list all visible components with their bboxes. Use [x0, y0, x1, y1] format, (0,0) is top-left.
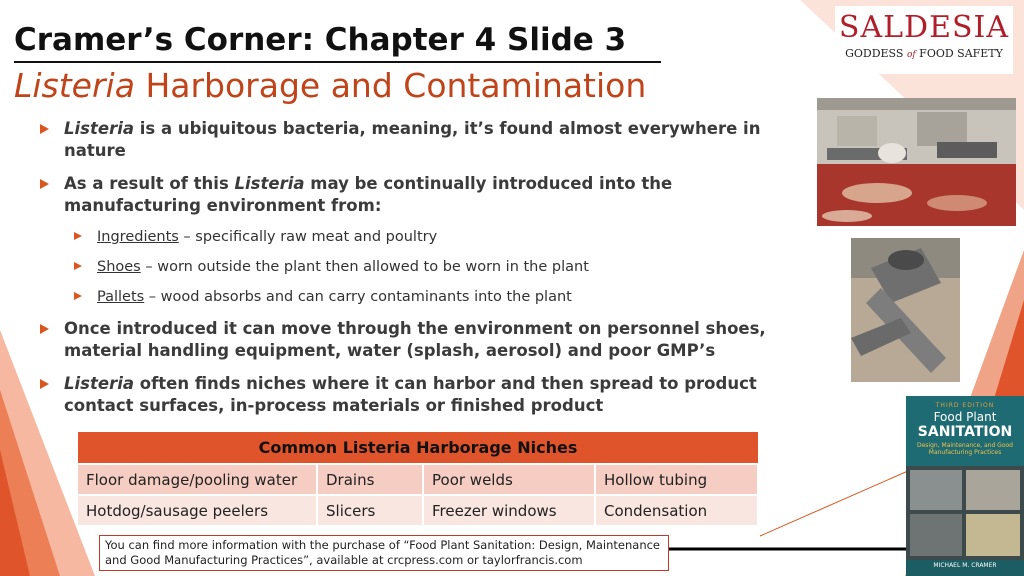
sub-bullet-ingredients [38, 227, 808, 247]
bullet2-pre: As a result of this [64, 174, 235, 193]
slide-title: Cramer’s Corner: Chapter 4 Slide 3 [14, 22, 627, 58]
logo-tagline [835, 47, 1013, 60]
bullet-niches [38, 373, 808, 417]
table-cell: Condensation [595, 495, 758, 525]
table-cell: Hollow tubing [595, 464, 758, 495]
book-author: MICHAEL M. CRAMER [933, 562, 997, 569]
logo-tagline-post: FOOD SAFETY [915, 47, 1003, 60]
sub-desc: – specifically raw meat and poultry [178, 229, 438, 245]
table-cell: Freezer windows [423, 495, 595, 525]
table-row [78, 495, 758, 525]
table-cell: Drains [317, 464, 423, 495]
plant-floor-photo [817, 98, 1016, 226]
book-title-2: SANITATION [917, 424, 1013, 440]
tubing-weld-image [851, 238, 960, 382]
subtitle-rest: Harborage and Contamination [134, 66, 647, 105]
bullet2-italic: Listeria [234, 174, 305, 193]
sub-term: Ingredients [97, 229, 179, 245]
book-cover [906, 396, 1024, 576]
tubing-weld-photo [851, 238, 960, 382]
plant-floor-image [817, 98, 1016, 226]
saldesia-logo [835, 6, 1013, 74]
logo-tagline-pre: GODDESS [845, 47, 907, 60]
book-subtitle: Design, Maintenance, and Good Manufacturing Practices [917, 442, 1013, 456]
sub-desc: – worn outside the plant then allowed to be worn in the plant [140, 259, 589, 275]
sub-term: Pallets [97, 289, 145, 305]
harborage-niches-table [78, 432, 759, 525]
sub-desc: – wood absorbs and can carry contaminants into the plant [144, 289, 572, 305]
bullet4-text: often finds niches where it can harbor and then spread to product contact surfaces, in-process materials or finished product [64, 374, 757, 415]
sub-bullet-pallets [38, 287, 808, 307]
table-cell: Poor welds [423, 464, 595, 495]
bullet-list [38, 118, 808, 428]
table-cell: Slicers [317, 495, 423, 525]
book-title-1: Food Plant [933, 410, 997, 424]
title-underline [14, 61, 661, 63]
logo-tagline-of: of [906, 50, 916, 60]
table-cell: Floor damage/pooling water [78, 464, 317, 495]
bullet-ubiquitous [38, 118, 808, 162]
subtitle-italic: Listeria [14, 66, 135, 105]
table-row [78, 464, 758, 495]
bullet-spread: Once introduced it can move through the environment on personnel shoes, material handling equipment, water (splash, aerosol) and poor GMP’s [38, 318, 808, 362]
bullet2-post: may be continually introduced into the manufacturing environment from: [64, 174, 673, 215]
table-header: Common Listeria Harborage Niches [78, 432, 758, 464]
bullet-introduced [38, 173, 808, 217]
slide-subtitle [14, 66, 646, 105]
bullet1-text: is a ubiquitous bacteria, meaning, it’s found almost everywhere in nature [64, 119, 761, 160]
book-cover-art [906, 466, 1024, 560]
book-edition: THIRD EDITION [935, 402, 995, 409]
sub-term: Shoes [97, 259, 141, 275]
sub-bullet-shoes [38, 257, 808, 277]
purchase-note: You can find more information with the purchase of “Food Plant Sanitation: Design, Maintenance and Good Manufacturing Practices”, available at crcpress.com or taylorfrancis.com [99, 535, 669, 571]
logo-name: SALDESIA [838, 10, 1010, 45]
table-cell: Hotdog/sausage peelers [78, 495, 317, 525]
bullet4-italic: Listeria [64, 374, 134, 393]
bullet1-italic: Listeria [64, 119, 134, 138]
